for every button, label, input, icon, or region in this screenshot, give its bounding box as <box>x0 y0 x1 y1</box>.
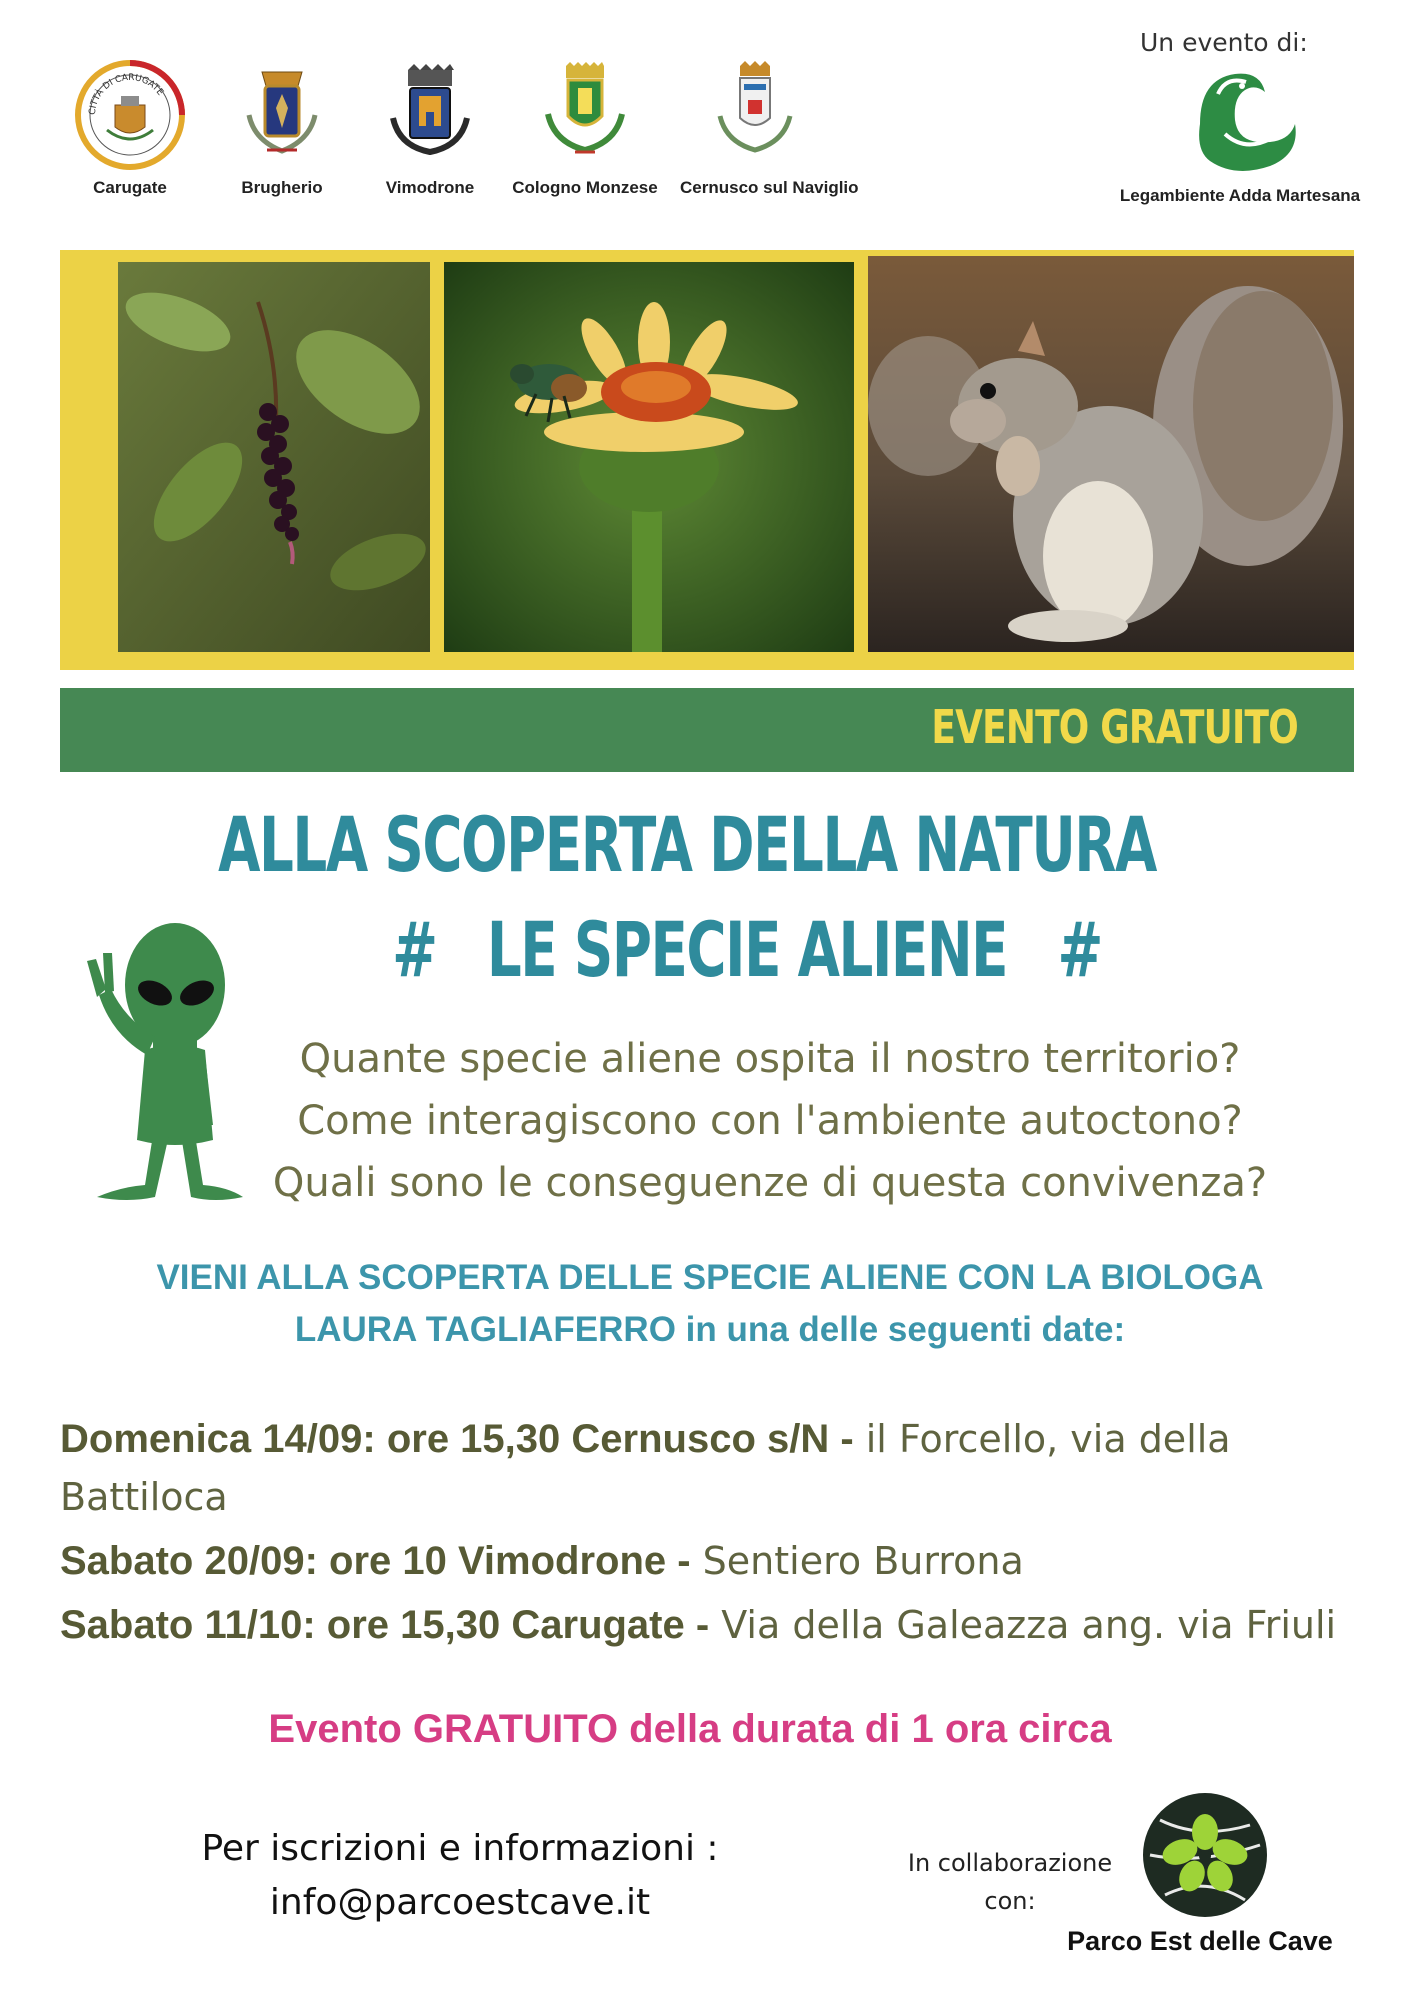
municipality-brugherio <box>207 60 357 198</box>
collaboration-line-2: con: <box>984 1887 1036 1915</box>
free-event-label: EVENTO GRATUITO <box>931 700 1298 754</box>
municipality-label: Brugherio <box>241 178 323 197</box>
municipality-label: Carugate <box>93 178 167 197</box>
cernusco-crest-icon <box>700 60 810 170</box>
schedule-item-3 <box>60 1596 1360 1654</box>
invite-line-1: VIENI ALLA SCOPERTA DELLE SPECIE ALIENE CON LA BIOLOGA <box>156 1258 1264 1297</box>
question-1: Quante specie aliene ospita il nostro territorio? <box>299 1036 1241 1082</box>
alien-icon <box>75 915 245 1205</box>
grey-squirrel-photo <box>868 256 1354 652</box>
invite-line-2: LAURA TAGLIAFERRO in una delle seguenti date: <box>294 1310 1126 1349</box>
municipality-carugate <box>55 60 205 198</box>
municipality-cernusco <box>680 60 859 198</box>
municipality-cologno <box>510 60 660 198</box>
municipality-label: Cernusco sul Naviglio <box>680 178 859 197</box>
subtitle-text: LE SPECIE ALIENE <box>486 905 1008 994</box>
contact-block <box>160 1822 760 1930</box>
question-3: Quali sono le conseguenze di questa convivenza? <box>272 1160 1268 1206</box>
free-event-note: Evento GRATUITO della durata di 1 ora circa <box>268 1707 1112 1751</box>
page-title: ALLA SCOPERTA DELLA NATURA <box>218 800 1156 889</box>
vimodrone-crest-icon <box>375 60 485 170</box>
contact-label: Per iscrizioni e informazioni : <box>201 1828 719 1869</box>
photo-band <box>60 250 1354 670</box>
municipality-label: Cologno Monzese <box>512 178 658 197</box>
swan-logo-icon <box>1180 64 1300 174</box>
carugate-crest-icon <box>75 60 185 170</box>
schedule-when: Sabato 11/10: ore 15,30 Carugate - <box>60 1603 710 1647</box>
beetle-on-flower-photo <box>444 262 854 652</box>
svg-text:CITTÀ DI CARUGATE: CITTÀ DI CARUGATE <box>87 72 165 116</box>
organizer-caption: Un evento di: <box>1140 28 1308 57</box>
brugherio-crest-icon <box>227 60 337 170</box>
schedule-where: Sentiero Burrona <box>690 1539 1024 1583</box>
partner-name: Parco Est delle Cave <box>1067 1926 1333 1956</box>
collaboration-line-1: In collaborazione <box>907 1849 1113 1877</box>
municipality-label: Vimodrone <box>385 178 475 197</box>
municipality-logos <box>55 60 875 210</box>
hash-left: # <box>392 905 437 994</box>
collaboration-caption <box>880 1844 1140 1920</box>
contact-email-link[interactable]: info@parcoestcave.it <box>269 1882 651 1923</box>
schedule-where: il Forcello, via della Battiloca <box>60 1417 1231 1519</box>
schedule-where: Via della Galeazza ang. via Friuli <box>709 1603 1337 1647</box>
parco-est-leaf-logo-icon <box>1140 1790 1270 1920</box>
pokeweed-berries-photo <box>118 262 430 652</box>
organizer-name: Legambiente Adda Martesana <box>1119 186 1361 205</box>
schedule-when: Domenica 14/09: ore 15,30 Cernusco s/N - <box>60 1417 854 1461</box>
schedule-when: Sabato 20/09: ore 10 Vimodrone - <box>60 1539 691 1583</box>
page-subtitle <box>238 905 1256 994</box>
organizer-block <box>1100 64 1380 206</box>
schedule-item-1 <box>60 1410 1360 1526</box>
cologno-crest-icon <box>530 60 640 170</box>
municipality-vimodrone <box>355 60 505 198</box>
question-2: Come interagiscono con l'ambiente autoctono? <box>297 1098 1243 1144</box>
schedule-item-2 <box>60 1532 1360 1590</box>
free-event-banner <box>60 688 1354 772</box>
hash-right: # <box>1057 905 1102 994</box>
